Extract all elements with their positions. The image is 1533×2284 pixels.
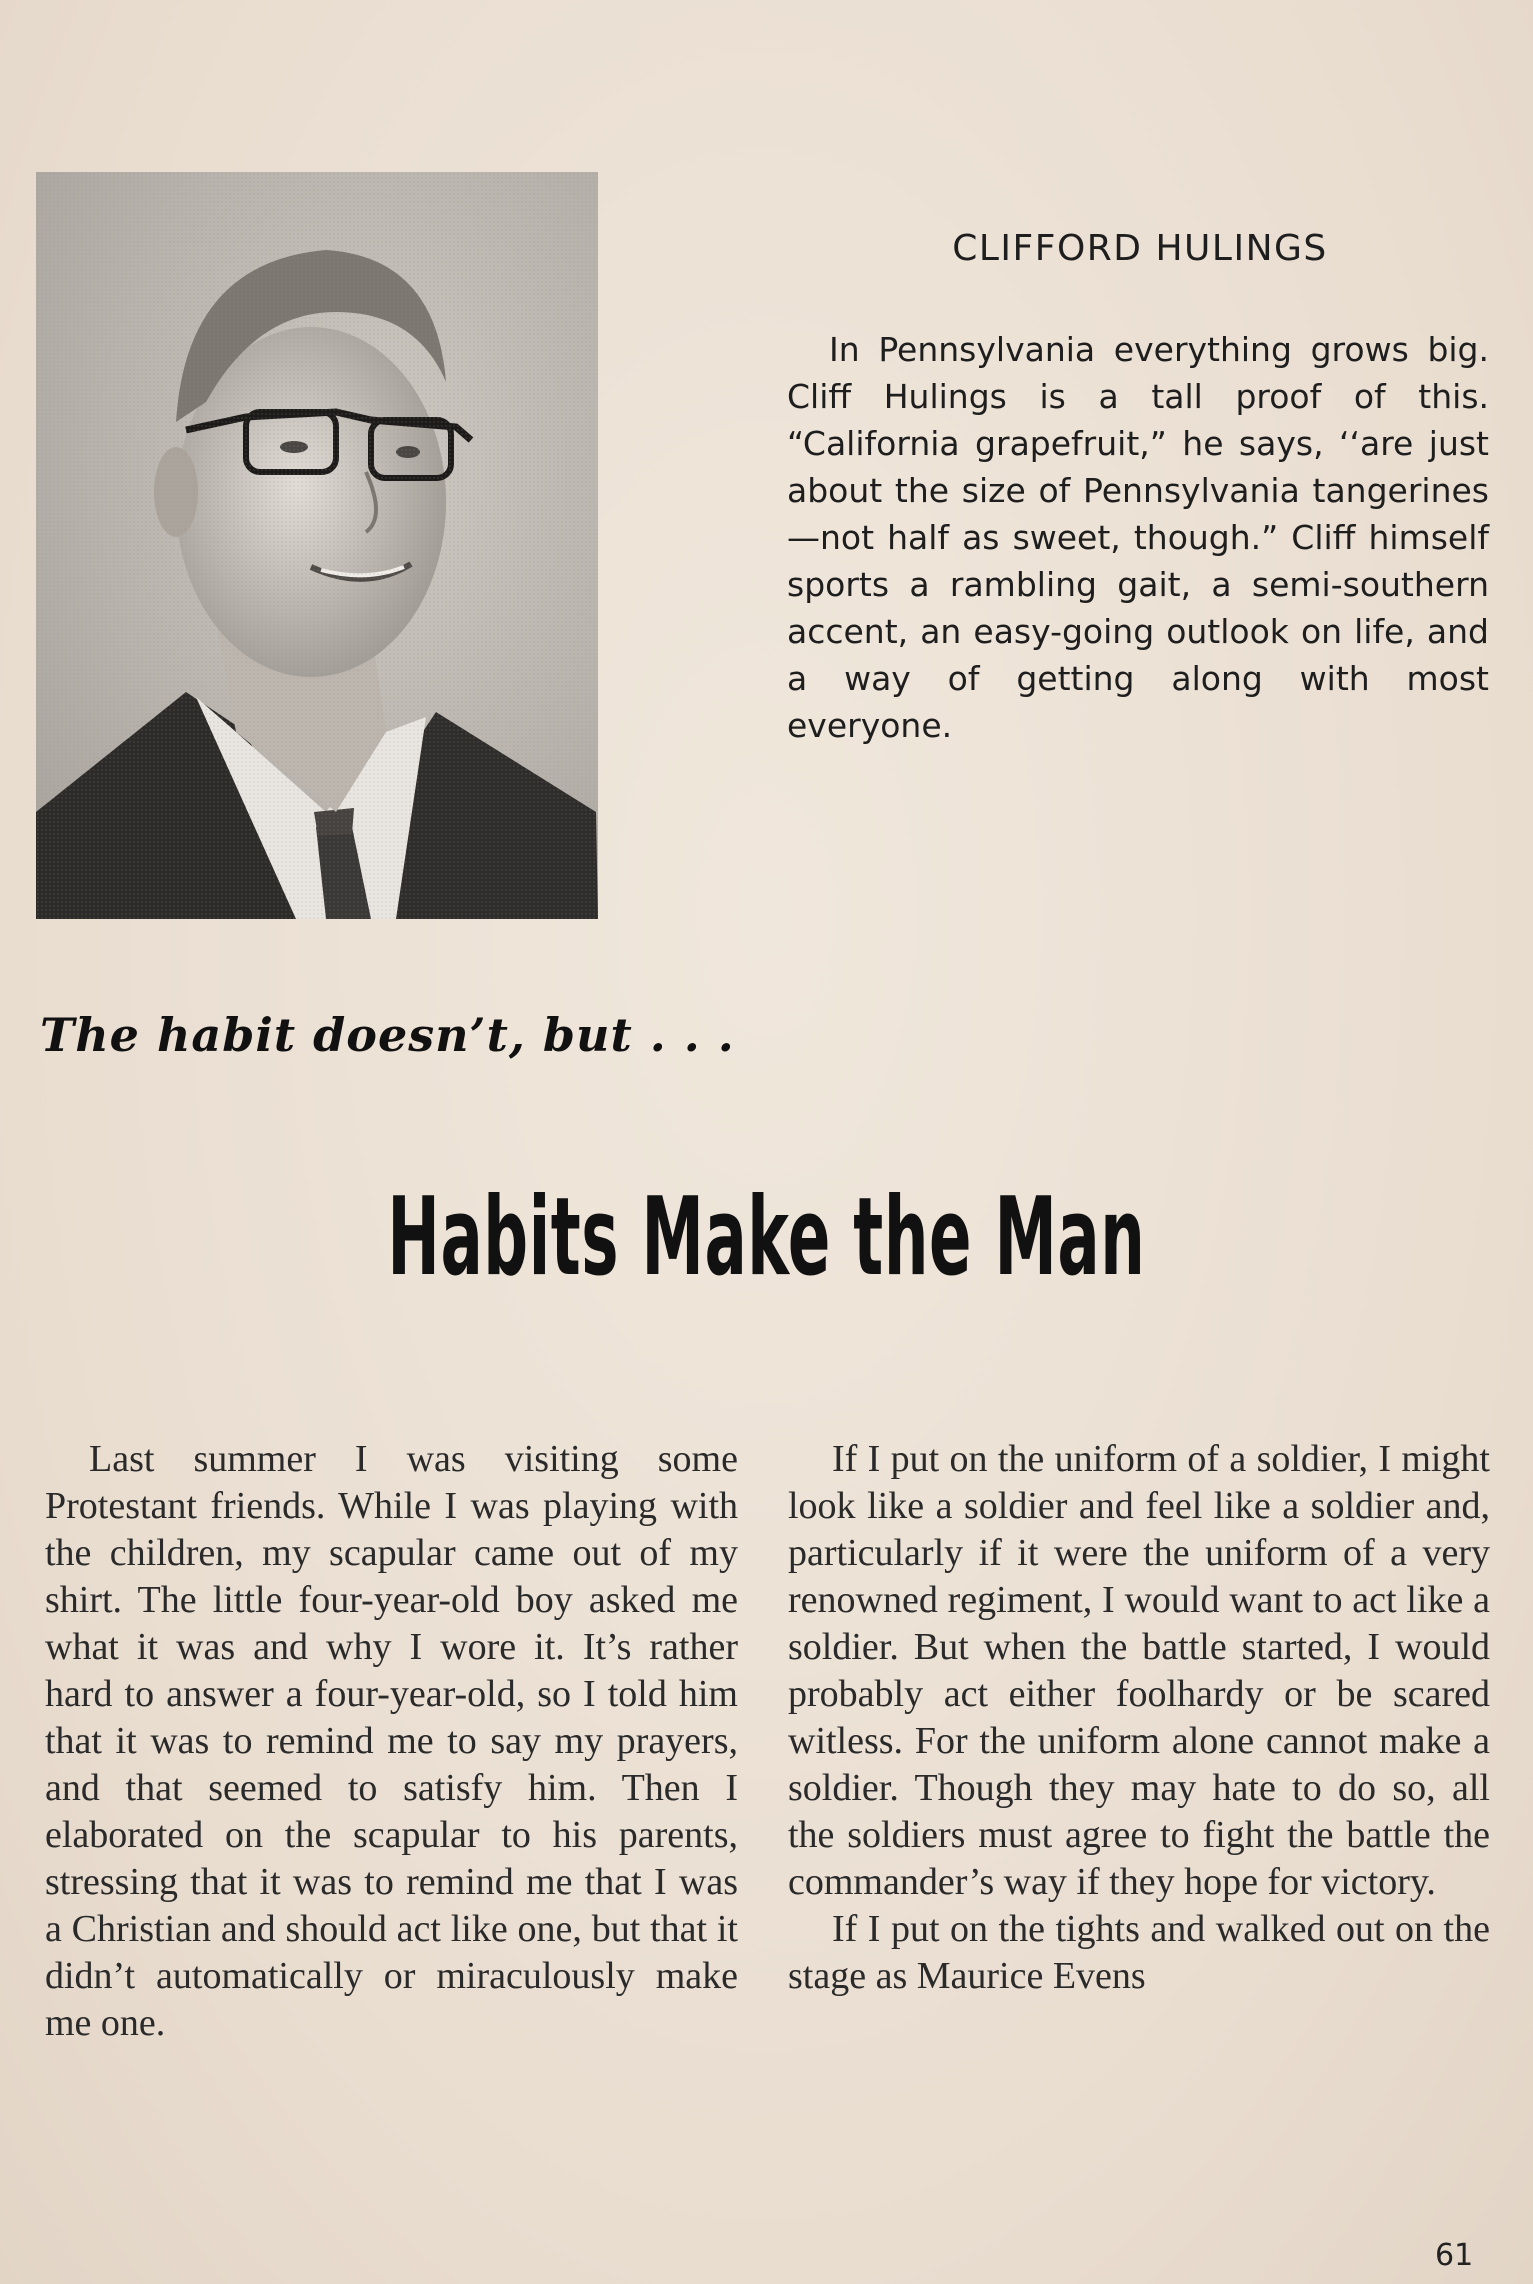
- article-column-right: [788, 1436, 1490, 2000]
- profile-bio: In Pennsylvania everything grows big. Cliff Hulings is a tall proof of this. “California grapefruit,” he says, ‘‘are just about the size of Pennsylvania tangerines—not half as sweet, though.” Cliff himself sports a rambling gait, a semi-southern accent, an easy-going outlook on life, and a way of getting along with most everyone.: [787, 330, 1489, 745]
- portrait-photo: [36, 172, 598, 919]
- article-title-text: Habits Make the Man: [387, 1175, 1146, 1300]
- page-number: 61: [1435, 2238, 1474, 2273]
- article-column-left: [45, 1436, 738, 2047]
- article-paragraph: If I put on the tights and walked out on the stage as Maurice Evens: [788, 1908, 1490, 1997]
- article-paragraph: Last summer I was visiting some Protestant friends. While I was playing with the children, my scapular came out of my shirt. The little four-year-old boy asked me what it was and why I wore it. It’s rather hard to answer a four-year-old, so I told him that it was to remind me to say my prayers, and that seemed to satisfy him. Then I elaborated on the scapular to his parents, stressing that it was to remind me that I was a Christian and should act like one, but that it didn’t automatically or miraculously make me one.: [45, 1438, 738, 2044]
- article-paragraph: If I put on the uniform of a soldier, I might look like a soldier and feel like a soldier and, particularly if it were the uniform of a very renowned regiment, I would want to act like a soldier. But when the battle started, I would probably act either foolhardy or be scared witless. For the uniform alone cannot make a soldier. Though they may hate to do so, all the soldiers must agree to fight the battle the commander’s way if they hope for victory.: [788, 1438, 1490, 1903]
- article-kicker: The habit doesn’t, but . . .: [40, 1008, 735, 1062]
- profile-name: CLIFFORD HULINGS: [952, 228, 1328, 269]
- article-title: [0, 1175, 1533, 1300]
